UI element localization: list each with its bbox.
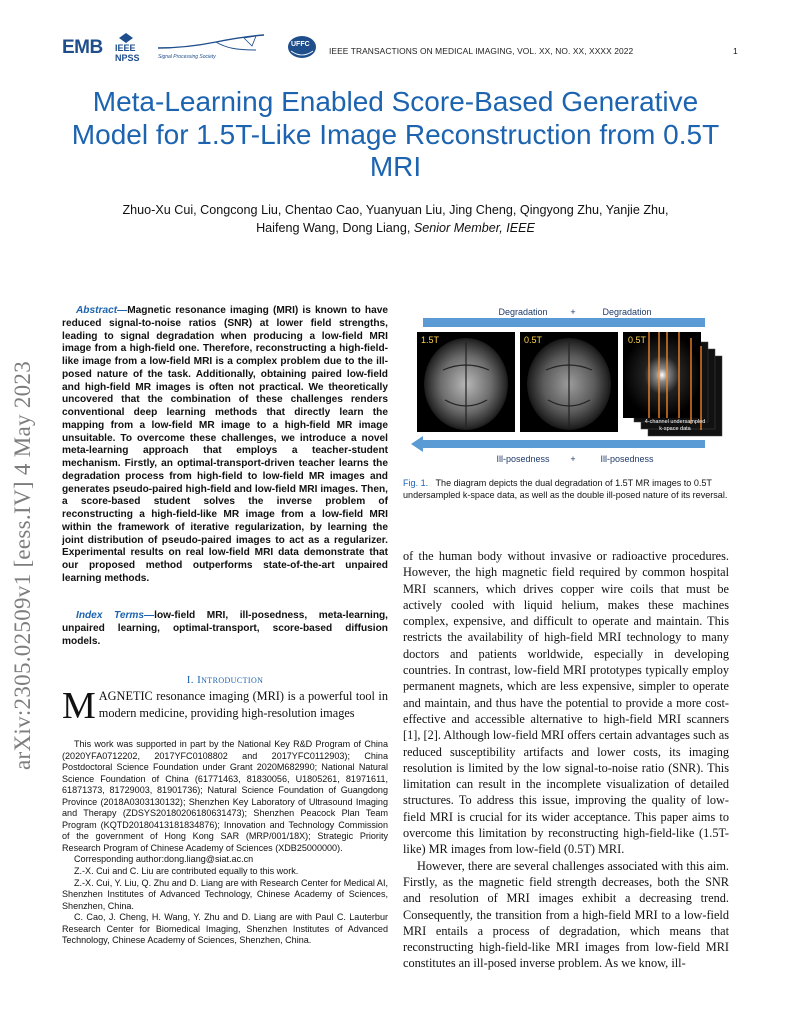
kspace-note-1: 4-channel undersampled xyxy=(644,419,706,425)
running-head: IEEE TRANSACTIONS ON MEDICAL IMAGING, VOL. XX, NO. XX, XXXX 2022 xyxy=(329,46,634,56)
intro-paragraph xyxy=(62,685,388,727)
author-line-2-names: Haifeng Wang, Dong Liang, xyxy=(256,221,411,235)
figure-1-diagram xyxy=(403,300,729,468)
emb-logo xyxy=(62,37,103,59)
footnote-equal-contribution: Z.-X. Cui and C. Liu are contributed equally to this work. xyxy=(74,866,299,877)
fig-top-plus: + xyxy=(570,307,576,317)
caption-label: Fig. 1. xyxy=(403,478,429,488)
arxiv-stamp: arXiv:2305.02509v1 [eess.IV] 4 May 2023 xyxy=(10,360,35,770)
page-number: 1 xyxy=(733,46,738,56)
figure-1 xyxy=(403,300,729,468)
caption-text: The diagram depicts the dual degradation of 1.5T MR images to 0.5T undersampled k-space data, as well as the double ill-posed nature of its reversal. xyxy=(403,478,728,500)
abstract-text: Magnetic resonance imaging (MRI) is known to have reduced signal-to-noise ratios (SNR) at lower field strengths, leading to signal degradation when producing a low-field MRI image from a high-field one. Therefore, reconstructing a high-field-like image from a low-field MRI is a complex problem due to the ill-posed nature of the task. Additionally, obtaining paired low-field and high-field MR images is often not practical. We theoretically uncovered that the combination of these challenges renders conventional deep learning methods that directly learn the mapping from a low-field MR image to a high-field MR image unsuitable. To overcome these challenges, we introduce a novel meta-learning approach that employs a teacher-student mechanism. Firstly, an optimal-transport-driven teacher learns the degradation process from high-field to low-field MR images and generates pseudo-paired high-field and low-field MRI images. Then, a score-based student solves the inverse problem of reconstructing a high-field-like MR image from a low-field MRI within the framework of iterative regularization, by learning the joint distribution of pseudo-paired images to act as a regularizer. Experimental results on real low-field MRI data demonstrate that our proposed method outperforms state-of-the-art unpaired learning methods. xyxy=(62,305,388,584)
drop-cap: M xyxy=(62,685,96,727)
ieee-diamond-icon xyxy=(119,33,133,43)
abstract-label: Abstract xyxy=(76,305,118,316)
fig-bottom-label-right: Ill-posedness xyxy=(600,454,654,464)
abstract xyxy=(62,305,388,586)
index-terms-text: low-field MRI, ill-posedness, meta-learning, unpaired learning, optimal-transport, score-based diffusion models. xyxy=(62,610,388,647)
sps-wave-icon xyxy=(156,34,266,54)
ill-posedness-arrow-bar xyxy=(423,440,705,448)
abstract-dash: — xyxy=(117,305,128,316)
panel-3-label: 0.5T xyxy=(628,335,647,345)
right-paragraph-1: of the human body without invasive or radioactive procedures. However, the high magnetic field required by common hospital MRI scanners, which drives copper wire coils that must be actively cooled with liquid helium, makes these machines complex, expensive, and difficult to operate and maintain. This restricts the availability of high-field MRI technology to many doctors and patients worldwide, especially in developing countries. In contrast, low-field MRI prototypes typically employ permanent magnets, which are less expensive, simpler to operate and maintain, and thus have the potential to provide a more cost-effective and accessible alternative to high-field MRI scanners [1], [2]. Although low-field MRI offers certain advantages such as reduced susceptibility artifacts and lower costs, its imaging resolution is limited by the low signal-to-noise ratio (SNR). This limitation can result in the incomplete visualization of detailed structures. To address this issue, improving the quality of low-field MRI is crucial for its wider acceptance. This paper aims to overcome this limitation by reconstructing high-field-like (1.5T-like) MR images from low-field (0.5T) MRI. xyxy=(403,549,729,857)
kspace-note-2: k-space data xyxy=(659,426,691,432)
ill-posedness-arrow-head xyxy=(411,436,423,452)
fig-top-label-left: Degradation xyxy=(498,307,548,317)
uffc-logo-text: UFFC xyxy=(291,41,310,48)
section-heading xyxy=(62,674,388,686)
author-list xyxy=(70,201,721,237)
panel-2-label: 0.5T xyxy=(524,335,543,345)
index-terms-label: Index Terms xyxy=(76,610,145,621)
fig-bottom-plus: + xyxy=(570,454,576,464)
author-membership: Senior Member, IEEE xyxy=(413,221,535,235)
section-numeral: I. xyxy=(186,674,194,686)
author-line-2 xyxy=(70,219,721,237)
index-terms xyxy=(62,610,388,648)
signal-processing-society-logo xyxy=(156,36,266,62)
intro-text: AGNETIC resonance imaging (MRI) is a powerful tool in modern medicine, providing high-resolution images xyxy=(98,689,388,720)
footnote-funding: This work was supported in part by the National Key R&D Program of China (2020YFA0712202, 2017YFC0108802 and 2017YFC0112903); China Postdoctoral Science Foundation under Grant 2020M682990; National Natural Science Foundation of China (61771463, 81830056, U1805261, 81971611, 61871373, 81729003, 81901736); Natural Science Foundation of Guangdong Province (2018A0303130132); Shenzhen Key Laboratory of Ultrasound Imaging and Therapy (ZDSYS20180206180631473); Shenzhen Peacock Plan Team Program (KQTD20180413181834876); Innovation and Technology Commission of the government of Hong Kong SAR (MRP/001/18X); Strategic Priority Research Program of Chinese Academy of Sciences (XDB25000000). xyxy=(62,739,388,853)
right-paragraph-2: However, there are several challenges associated with this aim. Firstly, as the magnetic field strength decreases, both the SNR and resolution of MRI images exhibit a decreasing trend. Consequently, the transition from a high-field MRI to a low-field MRI entails a process of degradation, which means that reconstructing high-field-like MRI images from low-field MRI constitutes an ill-posed inverse problem. As we know, ill- xyxy=(403,858,729,971)
panel-1-label: 1.5T xyxy=(421,335,440,345)
figure-1-caption xyxy=(403,478,729,501)
footnote-affiliation-2: C. Cao, J. Cheng, H. Wang, Y. Zhu and D. Liang are with Paul C. Lauterbur Research Center for Biomedical Imaging, Shenzhen Institutes of Advanced Technology, Chinese Academy of Sciences, Shenzhen, China. xyxy=(62,912,388,946)
emb-logo-text: EMB xyxy=(62,37,103,58)
footnote-affiliation-1: Z.-X. Cui, Y. Liu, Q. Zhu and D. Liang are with Research Center for Medical AI, Shenzhen Institutes of Advanced Technology, Chinese Academy of Sciences, Shenzhen, China. xyxy=(62,877,388,911)
footnotes xyxy=(62,739,388,947)
fig-bottom-label-left: Ill-posedness xyxy=(496,454,550,464)
fig-top-label-right: Degradation xyxy=(602,307,652,317)
right-column-body xyxy=(403,548,729,972)
section-title: Introduction xyxy=(197,674,264,686)
paper-title: Meta-Learning Enabled Score-Based Generative Model for 1.5T-Like Image Reconstruction from 0.5T MRI xyxy=(71,86,720,182)
index-terms-dash: — xyxy=(144,610,155,621)
sps-logo-text: Signal Processing Society xyxy=(158,54,216,60)
npss-logo-text: IEEE NPSS xyxy=(115,43,140,63)
author-line-1: Zhuo-Xu Cui, Congcong Liu, Chentao Cao, Yuanyuan Liu, Jing Cheng, Qingyong Zhu, Yanjie Zhu, xyxy=(122,203,669,217)
footnote-corresponding: Corresponding author:dong.liang@siat.ac.cn xyxy=(74,854,254,865)
npss-logo xyxy=(115,33,155,63)
